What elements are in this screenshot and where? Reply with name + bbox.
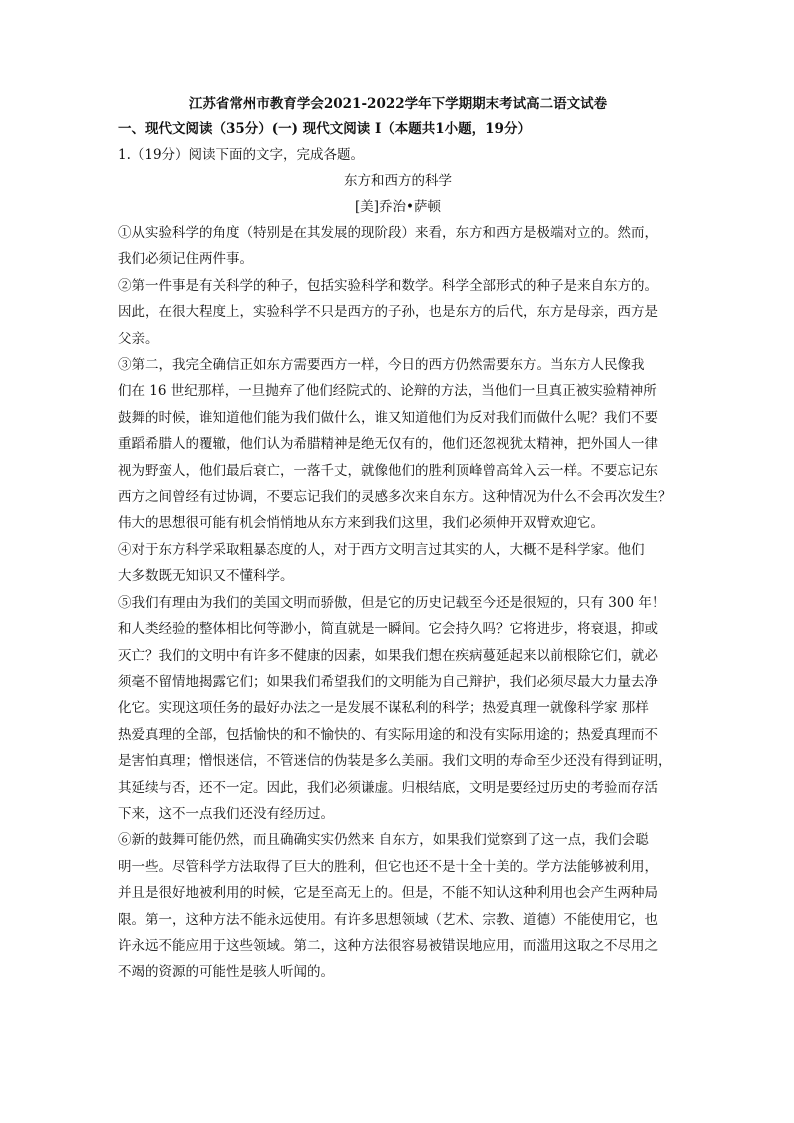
paragraph-line: 重蹈希腊人的覆辙，他们认为希腊精神是绝无仅有的，他们还忽视犹太精神，把外国人一律 bbox=[118, 436, 658, 453]
article-author: [美]乔治•萨顿 bbox=[355, 199, 441, 215]
question-prompt: 1.（19分）阅读下面的文字，完成各题。 bbox=[118, 147, 365, 163]
paragraph-line: 鼓舞的时候，谁知道他们能为我们做什么，谁又知道他们为反对我们而做什么呢？我们不要 bbox=[118, 409, 658, 426]
paragraph-line: 灭亡？我们的文明中有许多不健康的因素，如果我们想在疾病蔓延起来以前根除它们，就必 bbox=[118, 647, 658, 664]
paragraph-line: 和人类经验的整体相比何等渺小，简直就是一瞬间。它会持久吗？它将进步，将衰退，抑或 bbox=[118, 621, 658, 638]
paragraph-line: 须毫不留情地揭露它们；如果我们希望我们的文明能为自己辩护，我们必须尽最大力量去净 bbox=[118, 673, 658, 690]
paragraph-line: 父亲。 bbox=[118, 330, 159, 347]
paragraph-line: 不竭的资源的可能性是骇人听闻的。 bbox=[118, 964, 334, 981]
paragraph-line: 许永远不能应用于这些领域。第二，这种方法很容易被错误地应用，而滥用这取之不尽用之 bbox=[118, 937, 658, 954]
paragraph-line: ①从实验科学的角度（特别是在其发展的现阶段）来看，东方和西方是极端对立的。然而， bbox=[118, 225, 658, 241]
article-title: 东方和西方的科学 bbox=[344, 173, 452, 189]
paragraph-line: 化它。实现这项任务的最好办法之一是发展不谋私利的科学；热爱真理一就像科学家 那样 bbox=[118, 700, 649, 717]
paragraph-line: 是害怕真理；憎恨迷信，不管迷信的伪装是多么美丽。我们文明的寿命至少还没有得到证明， bbox=[118, 753, 672, 770]
page-content bbox=[118, 92, 678, 986]
paragraph-line: ③第二，我完全确信正如东方需要西方一样，今日的西方仍然需要东方。当东方人民像我 bbox=[118, 357, 645, 374]
paragraph-line: 西方之间曾经有过协调，不要忘记我们的灵感多次来自东方。这种情况为什么不会再次发生？ bbox=[118, 489, 672, 506]
paragraph-line: 并且是很好地被利用的时候，它是至高无上的。但是，不能不知认这种利用也会产生两种局 bbox=[118, 885, 658, 902]
paragraph-line: 明一些。尽管科学方法取得了巨大的胜利，但它也还不是十全十美的。学方法能够被利用， bbox=[118, 858, 658, 875]
paragraph-6 bbox=[118, 827, 678, 985]
paragraph-line: 其延续与否，还不一定。因此，我们必须谦虚。归根结底，文明是要经过历史的考验而存活 bbox=[118, 779, 658, 796]
paragraph-line: 因此，在很大程度上，实验科学不只是西方的子孙，也是东方的后代，东方是母亲，西方是 bbox=[118, 304, 658, 321]
paragraph-line: 们在 16 世纪那样，一旦抛弃了他们经院式的、论辩的方法，当他们一旦真正被实验精神所 bbox=[118, 383, 657, 400]
paragraph-line: ④对于东方科学采取粗暴态度的人，对于西方文明言过其实的人，大概不是科学家。他们 bbox=[118, 541, 645, 558]
paragraph-5 bbox=[118, 590, 678, 828]
paragraph-line: 伟大的思想很可能有机会悄悄地从东方来到我们这里，我们必须伸开双臂欢迎它。 bbox=[118, 515, 604, 532]
paragraph-line: ⑥新的鼓舞可能仍然，而且确确实实仍然来 自东方，如果我们觉察到了这一点，我们会聪 bbox=[118, 832, 649, 849]
paragraph-line: 热爱真理的全部，包括愉快的和不愉快的、有实际用途的和没有实际用途的；热爱真理而不 bbox=[118, 726, 658, 743]
paragraph-line: 下来，这不一点我们还没有经历过。 bbox=[118, 805, 334, 822]
paragraph-3 bbox=[118, 352, 678, 537]
paragraph-1 bbox=[118, 220, 678, 273]
paragraph-line: 我们必须记住两件事。 bbox=[118, 251, 253, 268]
document-title: 江苏省常州市教育学会2021-2022学年下学期期末考试高二语文试卷 bbox=[188, 96, 608, 112]
paragraph-line: ②第一件事是有关科学的种子，包括实验科学和数学。科学全部形式的种子是来自东方的。 bbox=[118, 277, 658, 294]
paragraph-4 bbox=[118, 537, 678, 590]
paragraph-line: 限。第一，这种方法不能永远使用。有许多思想领域（艺术、宗教、道德）不能使用它，也 bbox=[118, 911, 658, 928]
paragraph-line: 大多数既无知识又不懂科学。 bbox=[118, 568, 294, 585]
paragraph-2 bbox=[118, 273, 678, 352]
paragraph-line: 视为野蛮人，他们最后衰亡，一落千丈，就像他们的胜利顶峰曾高耸入云一样。不要忘记东 bbox=[118, 462, 658, 479]
paragraph-line: ⑤我们有理由为我们的美国文明而骄傲，但是它的历史记载至今还是很短的，只有 300 年！ bbox=[118, 594, 666, 611]
section-heading: 一、现代文阅读（35分）(一) 现代文阅读 I（本题共1小题，19分） bbox=[118, 121, 531, 137]
